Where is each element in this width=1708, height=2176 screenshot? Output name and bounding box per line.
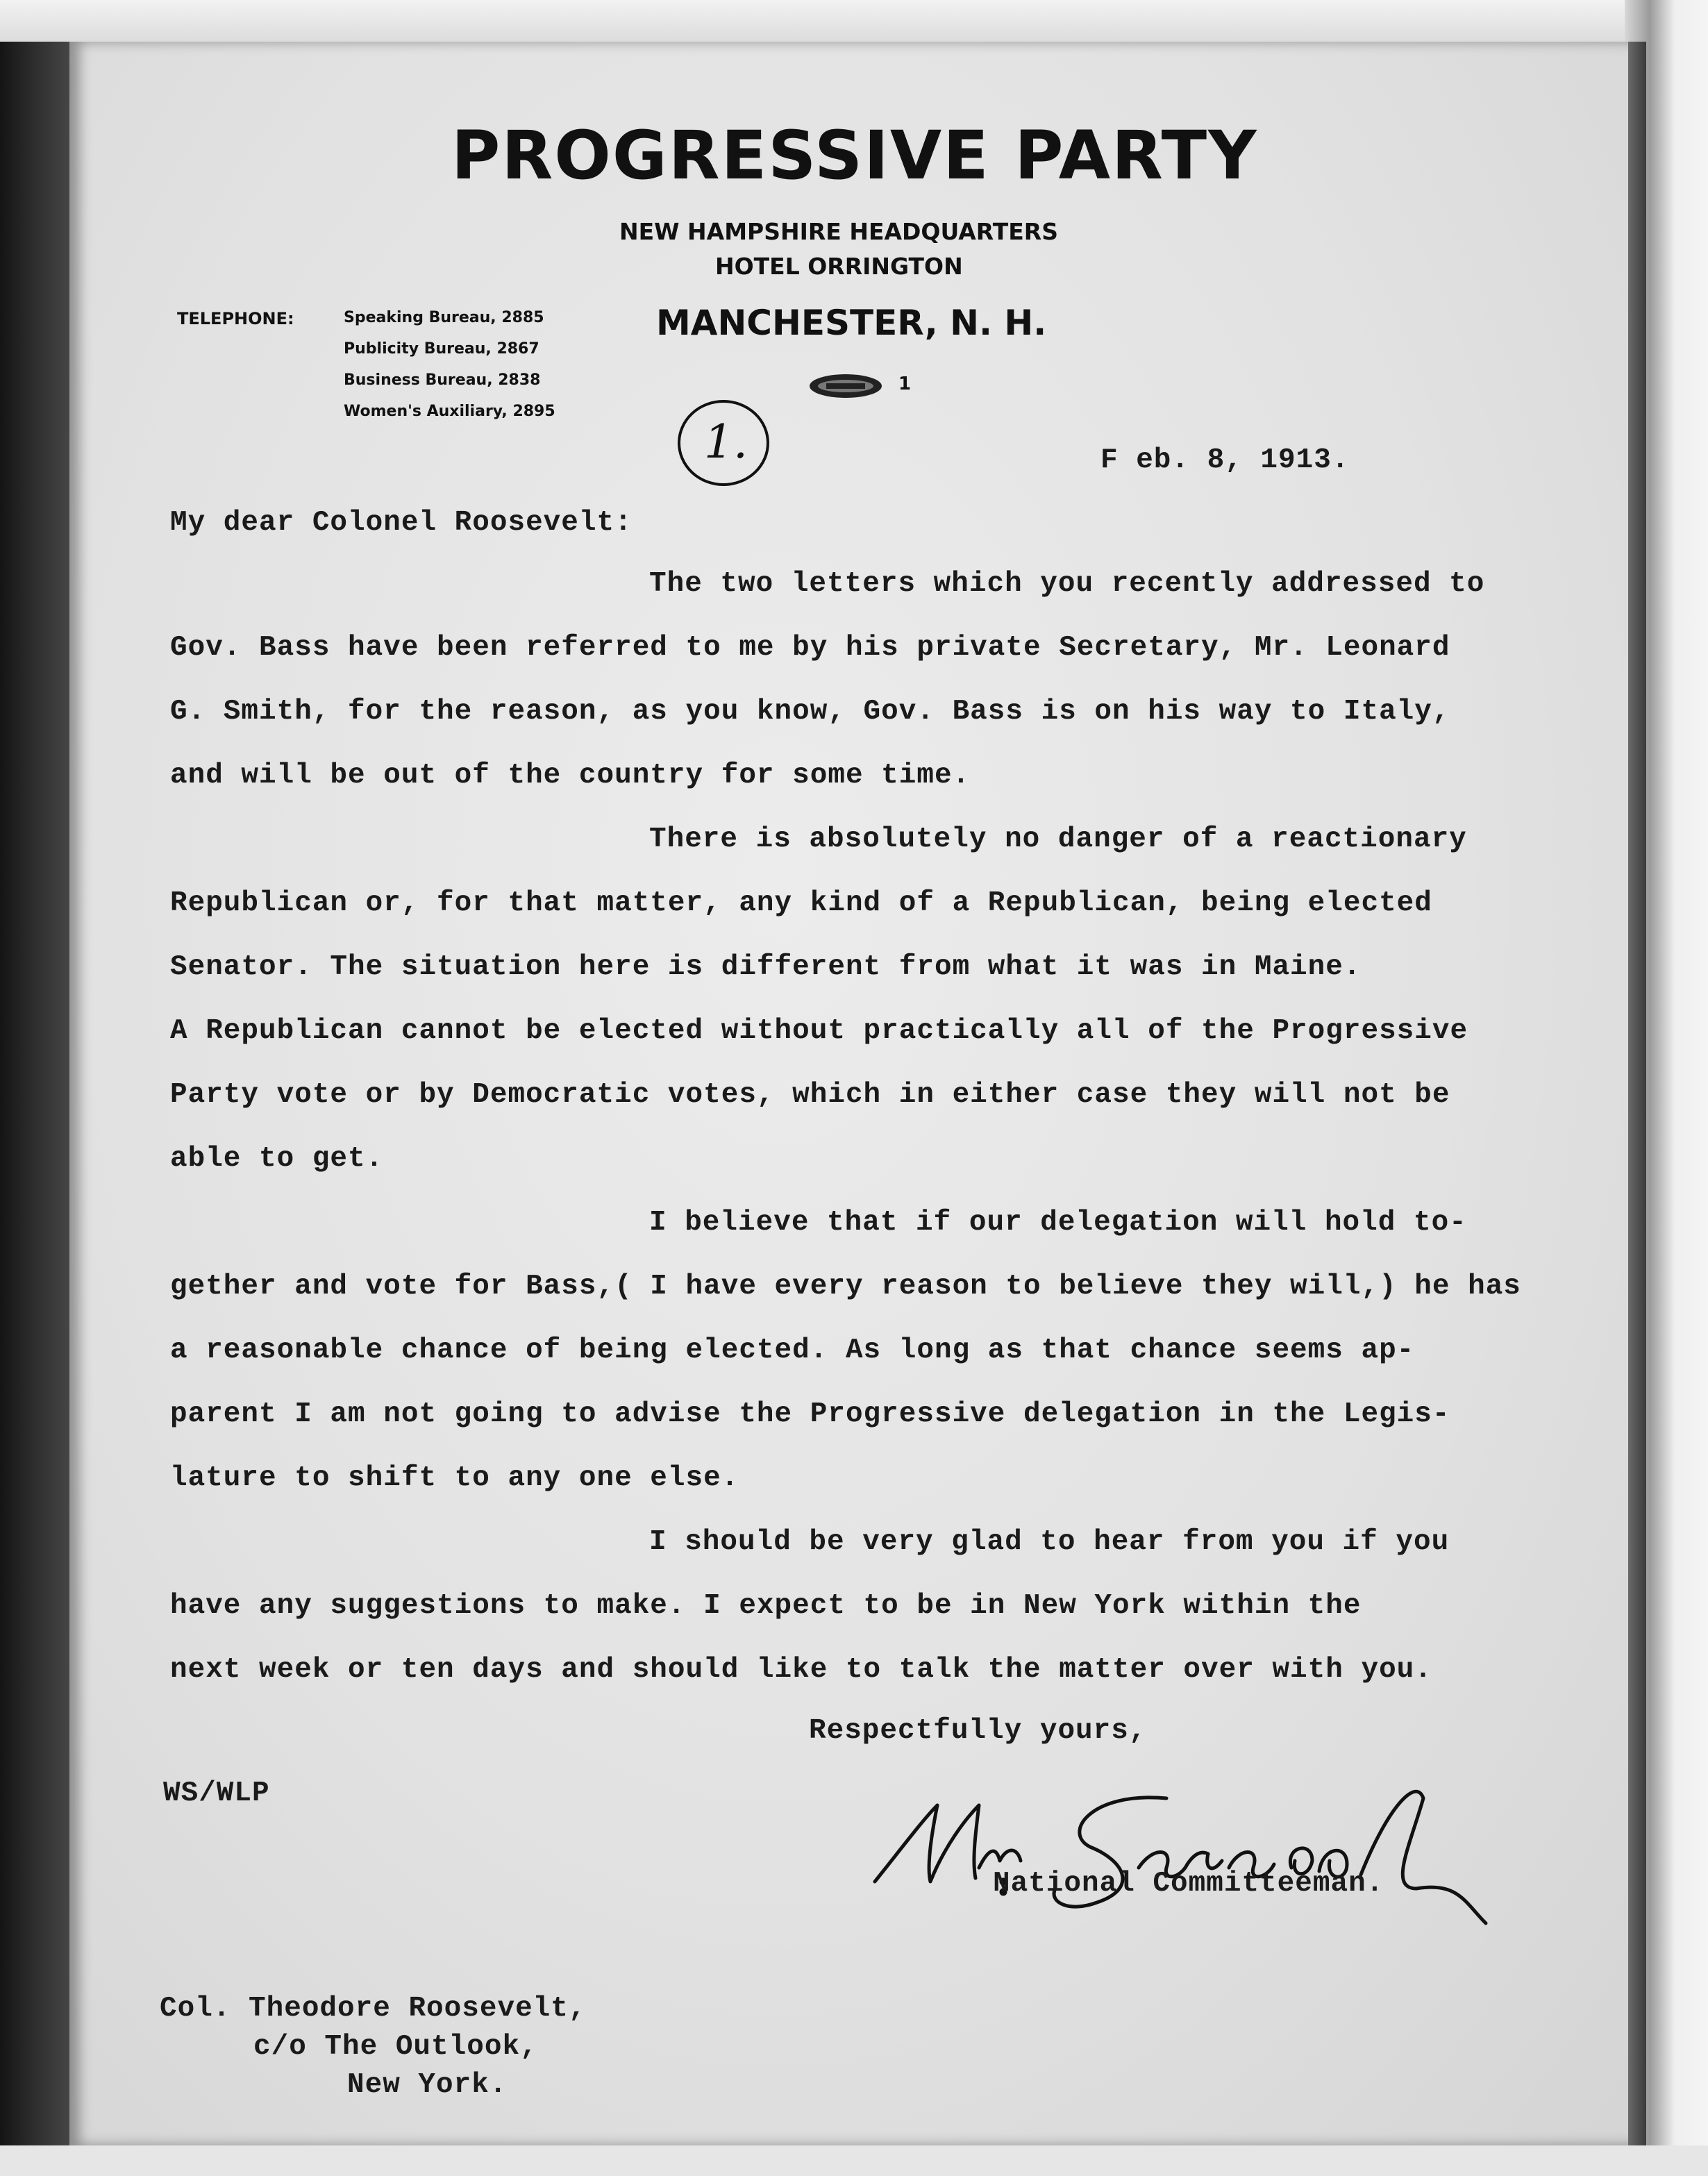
sheet-edge-shadow (1628, 42, 1646, 2145)
body-line: The two letters which you recently addressed to (649, 568, 1485, 600)
letterhead-city: MANCHESTER, N. H. (656, 303, 1047, 343)
closing: Respectfully yours, (809, 1715, 1147, 1747)
letterhead-subtitle-hotel: HOTEL ORRINGTON (715, 253, 963, 280)
body-line: a reasonable chance of being elected. As long as that chance seems ap- (170, 1334, 1415, 1366)
telephone-label: TELEPHONE: (177, 309, 294, 328)
body-line: able to get. (170, 1143, 384, 1175)
body-line: Republican or, for that matter, any kind of a Republican, being elected (170, 887, 1432, 919)
body-line: I should be very glad to hear from you if you (649, 1526, 1450, 1558)
body-line: I believe that if our delegation will hold to- (649, 1207, 1467, 1239)
telephone-speaking-bureau: Speaking Bureau, 2885 (344, 309, 544, 326)
handwritten-signature (861, 1764, 1527, 1948)
body-line: next week or ten days and should like to talk the matter over with you. (170, 1654, 1432, 1686)
ornament-mark: 1 (898, 374, 912, 394)
typist-initials: WS/WLP (163, 1777, 270, 1809)
address-line: Col. Theodore Roosevelt, (160, 1993, 587, 2025)
body-line: Party vote or by Democratic votes, which in either case they will not be (170, 1079, 1450, 1111)
letterhead-title: PROGRESSIVE PARTY (451, 117, 1258, 194)
body-line: lature to shift to any one else. (170, 1462, 739, 1494)
circled-number-annotation (673, 396, 778, 496)
telephone-publicity-bureau: Publicity Bureau, 2867 (344, 340, 539, 358)
union-label-ornament (805, 371, 916, 405)
body-line: G. Smith, for the reason, as you know, Gov. Bass is on his way to Italy, (170, 696, 1450, 728)
body-line: parent I am not going to advise the Progressive delegation in the Legis- (170, 1398, 1450, 1430)
body-line: have any suggestions to make. I expect to be in New York within the (170, 1590, 1362, 1622)
body-line: gether and vote for Bass,( I have every reason to believe they will,) he has (170, 1271, 1521, 1303)
telephone-womens-auxiliary: Women's Auxiliary, 2895 (344, 403, 555, 420)
signer-title: National Committeeman. (993, 1868, 1384, 1900)
address-line: c/o The Outlook, (253, 2031, 538, 2063)
telephone-business-bureau: Business Bureau, 2838 (344, 371, 541, 389)
body-line: A Republican cannot be elected without practically all of the Progressive (170, 1015, 1468, 1047)
photo-border-top (0, 0, 1708, 42)
photo-border-left (0, 0, 76, 2176)
letterhead-subtitle-headquarters: NEW HAMPSHIRE HEADQUARTERS (619, 218, 1058, 245)
body-line: Senator. The situation here is different from what it was in Maine. (170, 951, 1362, 983)
body-line: Gov. Bass have been referred to me by his private Secretary, Mr. Leonard (170, 632, 1450, 664)
salutation: My dear Colonel Roosevelt: (170, 507, 633, 539)
body-line: There is absolutely no danger of a reactionary (649, 823, 1467, 855)
circled-number-text: 1. (704, 415, 748, 469)
letter-date: F eb. 8, 1913. (1100, 444, 1350, 476)
body-line: and will be out of the country for some time. (170, 760, 971, 792)
address-line: New York. (347, 2069, 508, 2101)
photo-border-bottom (0, 2145, 1708, 2176)
